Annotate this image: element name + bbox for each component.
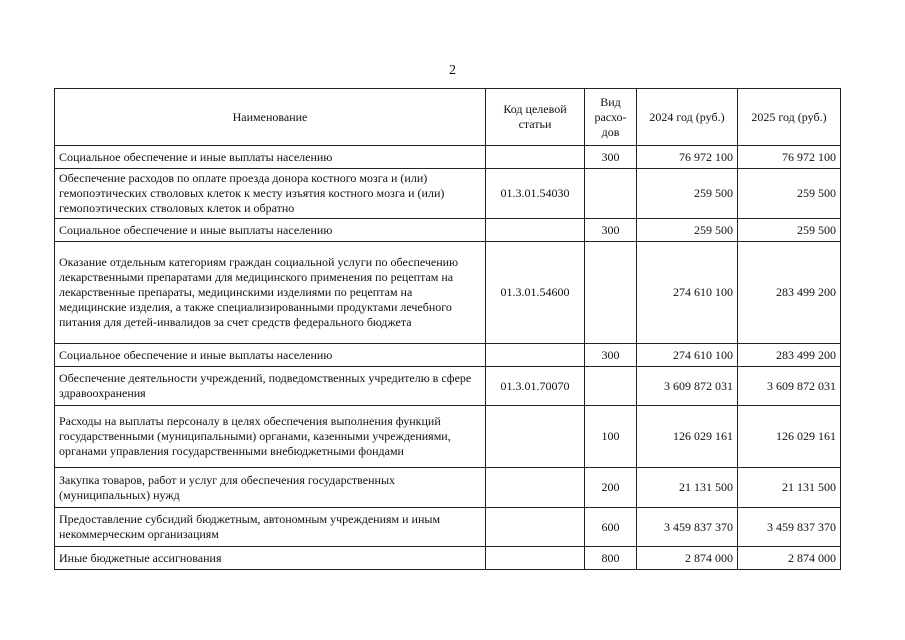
cell-code bbox=[486, 406, 585, 468]
cell-code bbox=[486, 508, 585, 547]
cell-kind: 300 bbox=[585, 146, 637, 169]
cell-2024: 259 500 bbox=[637, 169, 738, 219]
table-row bbox=[55, 219, 841, 242]
header-2025: 2025 год (руб.) bbox=[738, 89, 841, 146]
cell-2025: 259 500 bbox=[738, 169, 841, 219]
budget-table bbox=[54, 88, 841, 570]
header-code: Код целевой статьи bbox=[486, 89, 585, 146]
cell-2025: 3 459 837 370 bbox=[738, 508, 841, 547]
cell-2024: 259 500 bbox=[637, 219, 738, 242]
cell-2024: 274 610 100 bbox=[637, 344, 738, 367]
cell-2025: 21 131 500 bbox=[738, 468, 841, 508]
table-row bbox=[55, 406, 841, 468]
cell-kind bbox=[585, 367, 637, 406]
table-row bbox=[55, 242, 841, 344]
cell-name: Социальное обеспечение и иные выплаты населению bbox=[55, 146, 486, 169]
cell-2024: 3 459 837 370 bbox=[637, 508, 738, 547]
cell-name: Оказание отдельным категориям граждан социальной услуги по обеспечению лекарственными препаратами для медицинского применения по рецептам на лекарственные препараты, медицинскими изделиями по рецептам на медицинские изделия, а также специализированными продуктами лечебного питания для детей-инвалидов за счет средств федерального бюджета bbox=[55, 242, 486, 344]
cell-code: 01.3.01.70070 bbox=[486, 367, 585, 406]
cell-name: Обеспечение деятельности учреждений, подведомственных учредителю в сфере здравоохранения bbox=[55, 367, 486, 406]
cell-code bbox=[486, 468, 585, 508]
cell-name: Предоставление субсидий бюджетным, автономным учреждениям и иным некоммерческим организациям bbox=[55, 508, 486, 547]
cell-2024: 3 609 872 031 bbox=[637, 367, 738, 406]
cell-2024: 76 972 100 bbox=[637, 146, 738, 169]
page-number: 2 bbox=[449, 63, 456, 78]
table-row bbox=[55, 146, 841, 169]
cell-kind: 200 bbox=[585, 468, 637, 508]
cell-name: Иные бюджетные ассигнования bbox=[55, 547, 486, 570]
table-row bbox=[55, 169, 841, 219]
cell-2024: 126 029 161 bbox=[637, 406, 738, 468]
cell-2025: 2 874 000 bbox=[738, 547, 841, 570]
cell-name: Обеспечение расходов по оплате проезда донора костного мозга и (или) гемопоэтических стволовых клеток к месту изъятия костного мозга и (или) гемопоэтических стволовых клеток и обратно bbox=[55, 169, 486, 219]
header-name: Наименование bbox=[55, 89, 486, 146]
cell-2024: 21 131 500 bbox=[637, 468, 738, 508]
cell-2024: 274 610 100 bbox=[637, 242, 738, 344]
cell-2025: 259 500 bbox=[738, 219, 841, 242]
cell-kind: 300 bbox=[585, 344, 637, 367]
cell-code bbox=[486, 146, 585, 169]
cell-kind: 800 bbox=[585, 547, 637, 570]
cell-name: Социальное обеспечение и иные выплаты населению bbox=[55, 219, 486, 242]
header-kind: Вид расхо-дов bbox=[585, 89, 637, 146]
table-row bbox=[55, 344, 841, 367]
cell-2025: 76 972 100 bbox=[738, 146, 841, 169]
cell-code bbox=[486, 547, 585, 570]
cell-name: Расходы на выплаты персоналу в целях обеспечения выполнения функций государственными (муниципальными) органами, казенными учреждениями, органами управления государственными внебюджетными фондами bbox=[55, 406, 486, 468]
cell-2025: 283 499 200 bbox=[738, 344, 841, 367]
cell-kind: 300 bbox=[585, 219, 637, 242]
cell-2025: 283 499 200 bbox=[738, 242, 841, 344]
cell-name: Социальное обеспечение и иные выплаты населению bbox=[55, 344, 486, 367]
cell-kind bbox=[585, 169, 637, 219]
table-row bbox=[55, 508, 841, 547]
cell-code: 01.3.01.54030 bbox=[486, 169, 585, 219]
cell-code bbox=[486, 219, 585, 242]
cell-code: 01.3.01.54600 bbox=[486, 242, 585, 344]
table-row bbox=[55, 547, 841, 570]
cell-kind: 100 bbox=[585, 406, 637, 468]
header-row bbox=[55, 89, 841, 146]
cell-2024: 2 874 000 bbox=[637, 547, 738, 570]
cell-kind bbox=[585, 242, 637, 344]
cell-kind: 600 bbox=[585, 508, 637, 547]
header-2024: 2024 год (руб.) bbox=[637, 89, 738, 146]
cell-2025: 126 029 161 bbox=[738, 406, 841, 468]
cell-name: Закупка товаров, работ и услуг для обеспечения государственных (муниципальных) нужд bbox=[55, 468, 486, 508]
table-row bbox=[55, 468, 841, 508]
cell-2025: 3 609 872 031 bbox=[738, 367, 841, 406]
table-row bbox=[55, 367, 841, 406]
cell-code bbox=[486, 344, 585, 367]
